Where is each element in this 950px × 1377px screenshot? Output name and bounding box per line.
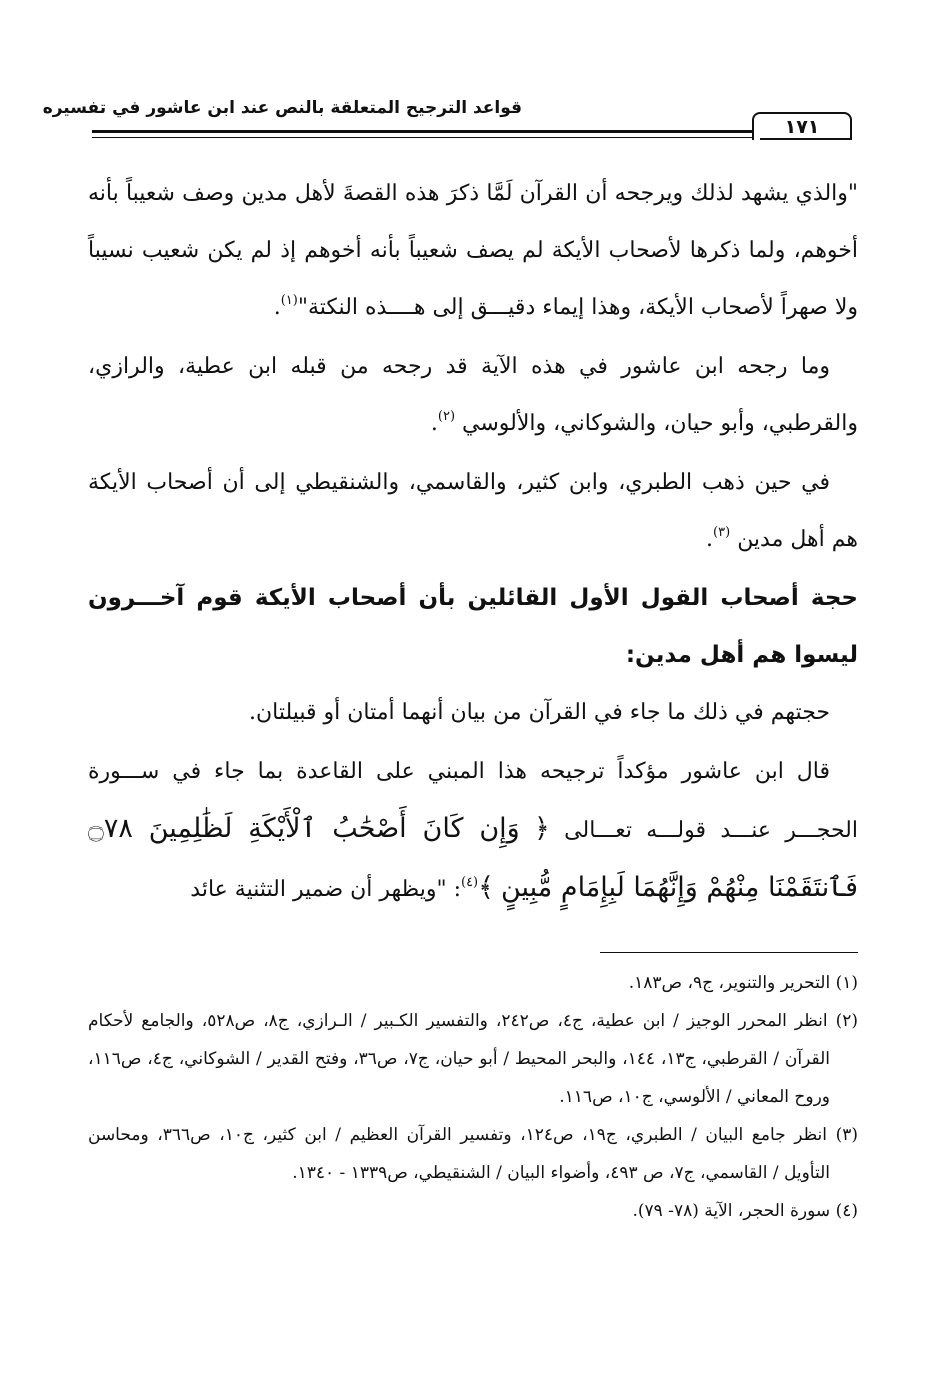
page-number: ١٧١ xyxy=(752,112,852,140)
header-rule-thin xyxy=(92,137,752,138)
header-rule-tail xyxy=(760,138,852,140)
footnote-ref: (٢) xyxy=(437,409,456,424)
paragraph-ibn-ashur xyxy=(88,743,858,918)
paragraph-supporters: وما رجحه ابن عاشور في هذه الآية قد رجحه من قبله ابن عطية، والرازي، والقرطبي، وأبو حيان، والشوكاني، والألوسي $^{(٢)}$. xyxy=(88,354,858,436)
section-heading: حجة أصحاب القول الأول القائلين بأن أصحاب الأيكة قوم آخـــرون ليسوا هم أهل مدين: xyxy=(88,585,858,668)
footnote-ref: (٣) xyxy=(713,525,731,540)
footnote-3: (٣) انظر جامع البيان / الطبري، ج١٩، ص١٢٤، وتفسير القرآن العظيم / ابن كثير، ج١٠، ص٣٦٦، ومحاسن التأويل / القاسمي، ج٧، ص ٤٩٣، وأضواء البيان / الشنقيطي، ص١٣٣٩ - ١٣٤٠. xyxy=(88,1125,858,1183)
main-text xyxy=(88,165,858,920)
footnote-separator xyxy=(600,952,858,953)
quran-bracket-close: ﴾ xyxy=(478,872,494,903)
footnotes xyxy=(88,964,858,1230)
paragraph-text: وما رجحه ابن عاشور في هذه الآية قد رجحه من قبله ابن عطية، والرازي، والقرطبي، وأبو حيان، والشوكاني، والألوسي xyxy=(88,354,858,436)
header-rule-thick xyxy=(92,130,752,133)
footnote-ref: (١) xyxy=(280,293,298,308)
paragraph-opponents: في حين ذهب الطبري، وابن كثير، والقاسمي، والشنقيطي إلى أن أصحاب الأيكة هم أهل مدين $^{(٣)}$. xyxy=(88,470,858,552)
running-header xyxy=(42,92,852,144)
paragraph-argument: حجتهم في ذلك ما جاء في القرآن من بيان أنهما أمتان أو قبيلتان. xyxy=(248,700,830,725)
footnote-1: (١) التحرير والتنوير، ج٩، ص١٨٣. xyxy=(628,973,858,993)
paragraph-text: "والذي يشهد لذلك ويرجحه أن القرآن لَمَّا ذكرَ هذه القصةَ لأهل مدين وصف شعيباً بأنه أخوهم، ولما ذكرها لأصحاب الأيكة لم يصف شعيباً بأنه أخوهم إذ لم يكن شعيب نسيباً ولا صهراً لأصحاب الأيكة، وهذا إيماء دقيـــق إلى هــــذه النكتة" xyxy=(88,181,858,320)
paragraph-text: : "ويظهر أن ضمير التثنية عائد xyxy=(190,877,461,902)
running-header-title: قواعد الترجيح المتعلقة بالنص عند ابن عاشور في تفسيره xyxy=(42,98,522,118)
quran-bracket-open: ﴿ xyxy=(534,813,550,844)
paragraph-text: قال ابن عاشور مؤكداً ترجيحه هذا المبني على القاعدة بما جاء في ســـورة الحجـــر عنـــد قولـــه تعـــالى xyxy=(88,759,858,843)
quran-verse: وَإِن كَانَ أَصْحَٰبُ ٱلْأَيْكَةِ لَظَٰلِمِينَ ۝٧٨ فَٱنتَقَمْنَا مِنْهُمْ وَإِنَّهُمَا لَبِإِمَامٍ مُّبِينٍ xyxy=(88,813,858,903)
footnote-ref: (٤) xyxy=(460,875,479,890)
paragraph-text: في حين ذهب الطبري، وابن كثير، والقاسمي، والشنقيطي إلى أن أصحاب الأيكة هم أهل مدين xyxy=(88,470,858,552)
footnote-4: (٤) سورة الحجر، الآية (٧٨- ٧٩). xyxy=(632,1201,858,1221)
paragraph-quote: "والذي يشهد لذلك ويرجحه أن القرآن لَمَّا ذكرَ هذه القصةَ لأهل مدين وصف شعيباً بأنه أخوهم، ولما ذكرها لأصحاب الأيكة لم يصف شعيباً بأنه أخوهم إذ لم يكن شعيب نسيباً ولا صهراً لأصحاب الأيكة، وهذا إيماء دقيـــق إلى هــــذه النكتة"$^{(١)}$. xyxy=(88,181,858,320)
footnote-2: (٢) انظر المحرر الوجيز / ابن عطية، ج٤، ص٢٤٢، والتفسير الكـبير / الـرازي، ج٨، ص٥٢٨، والجامع لأحكام القرآن / القرطبي، ج١٣، ١٤٤، والبحر المحيط / أبو حيان، ج٧، ص٣٦، وفتح القدير / الشوكاني، ج٤، ص١١٦، وروح المعاني / الألوسي، ج١٠، ص١١٦. xyxy=(88,1011,859,1107)
